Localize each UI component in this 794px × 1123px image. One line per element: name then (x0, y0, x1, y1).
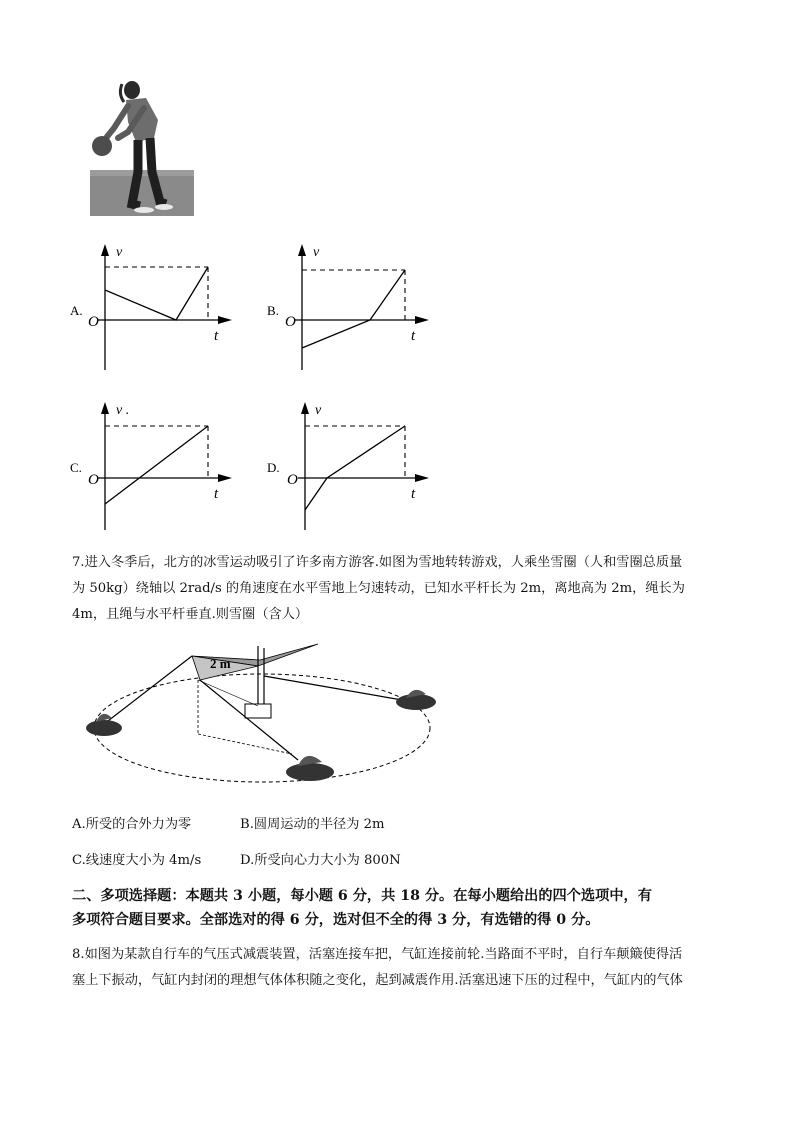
graph-c (68, 398, 240, 534)
graph-c-t-label: t (214, 486, 219, 502)
q7-option-a: A.所受的合外力为零 (72, 817, 192, 832)
graph-c-origin-label: O (88, 472, 99, 488)
section2-heading-line-2: 多项符合题目要求。全部选对的得 6 分，选对但不全的得 3 分，有选错的得 0 分。 (72, 912, 600, 928)
graph-d-t-label: t (411, 486, 416, 502)
section2-heading-line-1: 二、多项选择题：本题共 3 小题，每小题 6 分，共 18 分。在每小题给出的四个选项中，有 (72, 888, 652, 904)
graph-a-v-label: v (116, 245, 123, 260)
rod-length-label: 2 m (210, 656, 231, 671)
basketball-player-photo (88, 76, 196, 218)
q7-option-c: C.线速度大小为 4m/s (72, 853, 202, 868)
graph-a-origin-label: O (88, 314, 99, 330)
snow-ring-figure (82, 636, 452, 794)
q7-line-1: 7.进入冬季后，北方的冰雪运动吸引了许多南方游客.如图为雪地转转游戏，人乘坐雪圈（人和雪圈总质量 (72, 555, 683, 570)
graph-a (68, 240, 240, 374)
q8-line-1: 8.如图为某款自行车的气压式减震装置，活塞连接车把，气缸连接前轮.当路面不平时，自行车颠簸使得活 (72, 947, 683, 962)
q7-option-d: D.所受向心力大小为 800N (240, 853, 401, 868)
graph-b-origin-label: O (285, 314, 296, 330)
graph-b-label: B. (267, 303, 279, 318)
graph-b-t-label: t (411, 328, 416, 344)
graph-d-label: D. (267, 460, 280, 475)
graph-b (265, 240, 437, 374)
graph-a-label: A. (70, 303, 83, 318)
graph-c-v-label: v . (116, 403, 130, 418)
graph-b-v-label: v (313, 245, 320, 260)
q7-line-2: 为 50kg）绕轴以 2rad/s 的角速度在水平雪地上匀速转动，已知水平杆长为 2m，离地高为 2m，绳长为 (72, 581, 685, 596)
q8-line-2: 塞上下振动，气缸内封闭的理想气体体积随之变化，起到减震作用.活塞迅速下压的过程中，气缸内的气体 (72, 973, 683, 988)
q7-option-b: B.圆周运动的半径为 2m (240, 817, 385, 832)
graph-d-v-label: v (315, 403, 322, 418)
q7-line-3: 4m，且绳与水平杆垂直.则雪圈（含人） (72, 607, 309, 622)
graph-c-label: C. (70, 460, 82, 475)
graph-a-t-label: t (214, 328, 219, 344)
graph-d (265, 398, 437, 534)
graph-d-origin-label: O (287, 472, 298, 488)
